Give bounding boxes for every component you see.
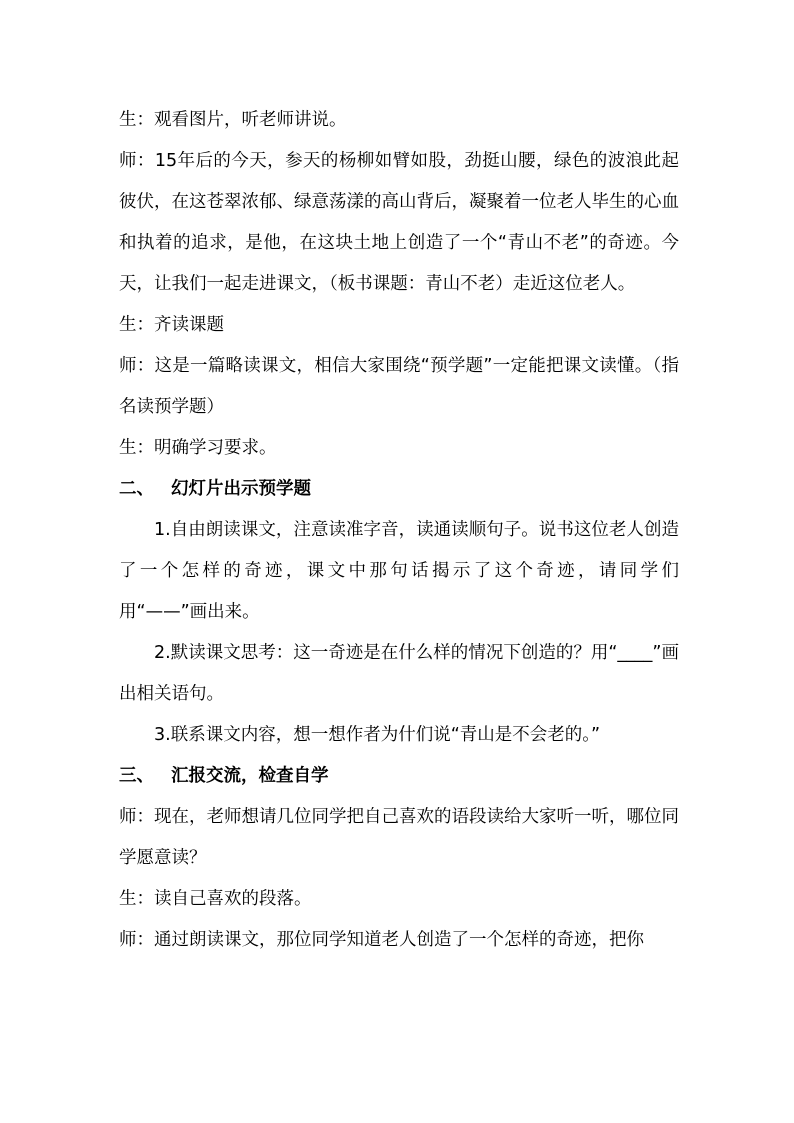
task-item-3: 3.联系课文内容，想一想作者为什们说“青山是不会老的。” [154, 725, 601, 745]
section-title: 汇报交流，检查自学 [171, 766, 329, 786]
paragraph-student-watch: 生：观看图片，听老师讲说。 [119, 110, 347, 130]
task-item-1: 1.自由朗读课文，注意读准字音，读通读顺句子。说书这位老人创造了一个怎样的奇迹，课文中那句话揭示了这个奇迹，请同学们用“——”画出来。 [119, 520, 679, 622]
section-title: 幻灯片出示预学题 [171, 479, 311, 499]
section-number: 二、 [119, 479, 154, 499]
paragraph-student-read-title: 生：齐读课题 [119, 315, 224, 335]
paragraph-student-read-favorite: 生：读自己喜欢的段落。 [119, 889, 312, 909]
section-number: 三、 [119, 766, 154, 786]
document-body [119, 100, 679, 961]
paragraph-teacher-pre-study: 师：这是一篇略读课文，相信大家围绕“预学题”一定能把课文读懂。（指名读预学题） [119, 356, 679, 417]
paragraph-student-requirements: 生：明确学习要求。 [119, 438, 277, 458]
section-heading-3 [119, 756, 679, 797]
paragraph-teacher-invite: 师：现在，老师想请几位同学把自己喜欢的语段读给大家听一听，哪位同学愿意读？ [119, 807, 679, 868]
task-item-2: 2.默读课文思考：这一奇迹是在什么样的情况下创造的？用“____”画出相关语句。 [119, 643, 679, 704]
paragraph-teacher-miracle: 师：通过朗读课文，那位同学知道老人创造了一个怎样的奇迹，把你 [119, 930, 644, 950]
section-heading-2 [119, 469, 679, 510]
paragraph-teacher-intro: 师：15年后的今天，参天的杨柳如臂如股，劲挺山腰，绿色的波浪此起彼伏，在这苍翠浓郁、绿意荡漾的高山背后，凝聚着一位老人毕生的心血和执着的追求，是他，在这块土地上创造了一个“青山不老”的奇迹。今天，让我们一起走进课文，（板书课题：青山不老）走近这位老人。 [119, 151, 679, 294]
